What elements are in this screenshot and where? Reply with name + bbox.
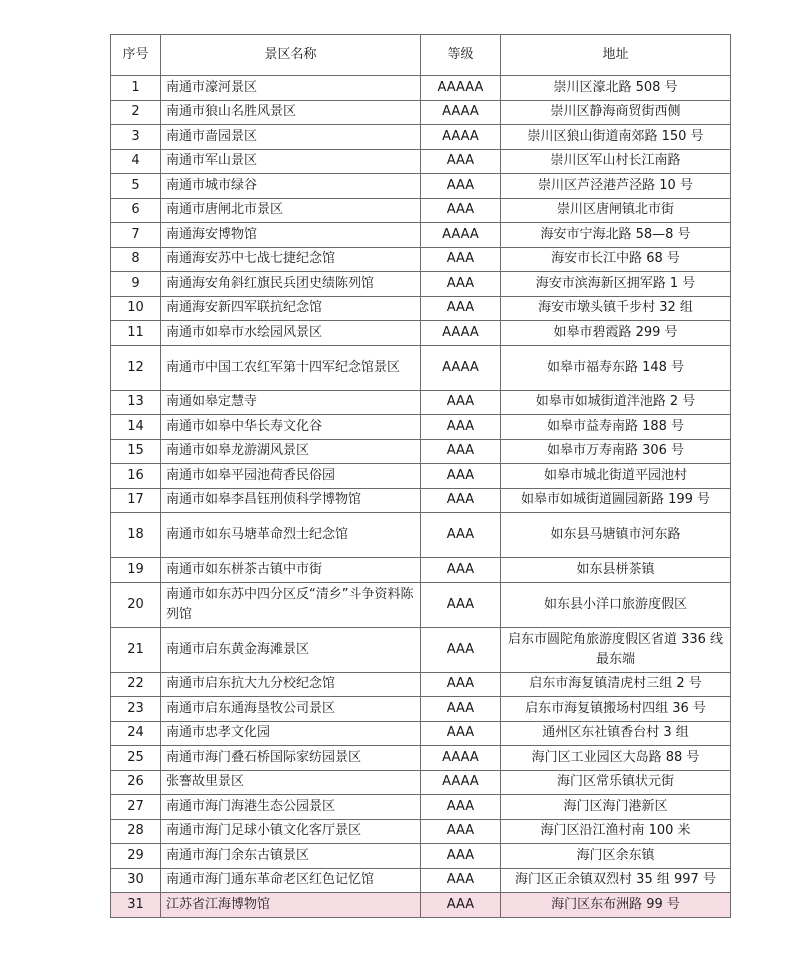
row-number-cell: 3 <box>111 125 161 150</box>
address-cell: 崇川区濠北路 508 号 <box>501 76 731 101</box>
address-cell: 海门区余东镇 <box>501 844 731 869</box>
grade-cell: AAA <box>421 819 501 844</box>
row-number-cell: 28 <box>111 819 161 844</box>
row-number-cell: 20 <box>111 582 161 627</box>
scenic-name-cell: 南通市启东通海垦牧公司景区 <box>161 697 421 722</box>
scenic-name-cell: 张謇故里景区 <box>161 770 421 795</box>
grade-cell: AAA <box>421 795 501 820</box>
scenic-name-cell: 南通海安博物馆 <box>161 223 421 248</box>
row-number-cell: 10 <box>111 296 161 321</box>
address-cell: 如东县栟茶镇 <box>501 558 731 583</box>
table-row <box>111 488 731 513</box>
table-row <box>111 296 731 321</box>
address-cell: 如皋市城北街道平园池村 <box>501 464 731 489</box>
header-number: 序号 <box>111 35 161 76</box>
row-number-cell: 25 <box>111 746 161 771</box>
grade-cell: AAA <box>421 844 501 869</box>
grade-cell: AAA <box>421 149 501 174</box>
scenic-name-cell: 南通市海门足球小镇文化客厅景区 <box>161 819 421 844</box>
table-row <box>111 125 731 150</box>
table-row <box>111 247 731 272</box>
address-cell: 如皋市益寿南路 188 号 <box>501 415 731 440</box>
scenic-name-cell: 南通市中国工农红军第十四军纪念馆景区 <box>161 345 421 390</box>
table-row <box>111 582 731 627</box>
scenic-name-cell: 南通市海门叠石桥国际家纺园景区 <box>161 746 421 771</box>
address-cell: 海门区常乐镇状元街 <box>501 770 731 795</box>
table-row <box>111 174 731 199</box>
grade-cell: AAA <box>421 558 501 583</box>
scenic-name-cell: 南通市城市绿谷 <box>161 174 421 199</box>
row-number-cell: 16 <box>111 464 161 489</box>
scenic-name-cell: 南通市狼山名胜风景区 <box>161 100 421 125</box>
table-row <box>111 627 731 672</box>
scenic-name-cell: 南通海安新四军联抗纪念馆 <box>161 296 421 321</box>
scenic-name-cell: 南通市濠河景区 <box>161 76 421 101</box>
table-row <box>111 868 731 893</box>
grade-cell: AAA <box>421 893 501 918</box>
scenic-name-cell: 南通市海门海港生态公园景区 <box>161 795 421 820</box>
row-number-cell: 29 <box>111 844 161 869</box>
row-number-cell: 12 <box>111 345 161 390</box>
grade-cell: AAA <box>421 272 501 297</box>
scenic-spots-table <box>110 34 731 918</box>
row-number-cell: 17 <box>111 488 161 513</box>
grade-cell: AAA <box>421 464 501 489</box>
grade-cell: AAA <box>421 488 501 513</box>
grade-cell: AAA <box>421 721 501 746</box>
table-row <box>111 100 731 125</box>
table-row <box>111 464 731 489</box>
scenic-name-cell: 南通市海门余东古镇景区 <box>161 844 421 869</box>
address-cell: 如皋市福寿东路 148 号 <box>501 345 731 390</box>
address-cell: 崇川区狼山街道南郊路 150 号 <box>501 125 731 150</box>
address-cell: 启东市海复镇清虎村三组 2 号 <box>501 672 731 697</box>
address-cell: 海安市宁海北路 58—8 号 <box>501 223 731 248</box>
address-cell: 海安市滨海新区拥军路 1 号 <box>501 272 731 297</box>
address-cell: 如东县小洋口旅游度假区 <box>501 582 731 627</box>
scenic-name-cell: 南通市如皋李昌钰刑侦科学博物馆 <box>161 488 421 513</box>
address-cell: 如皋市如城街道圌园新路 199 号 <box>501 488 731 513</box>
scenic-name-cell: 南通市如东苏中四分区反“清乡”斗争资料陈列馆 <box>161 582 421 627</box>
header-scenic-name: 景区名称 <box>161 35 421 76</box>
table-row <box>111 844 731 869</box>
address-cell: 启东市海复镇搬场村四组 36 号 <box>501 697 731 722</box>
address-cell: 崇川区军山村长江南路 <box>501 149 731 174</box>
grade-cell: AAAA <box>421 223 501 248</box>
address-cell: 崇川区静海商贸街西侧 <box>501 100 731 125</box>
row-number-cell: 6 <box>111 198 161 223</box>
address-cell: 如皋市如城街道泮池路 2 号 <box>501 390 731 415</box>
address-cell: 启东市圆陀角旅游度假区省道 336 线最东端 <box>501 627 731 672</box>
row-number-cell: 13 <box>111 390 161 415</box>
grade-cell: AAAA <box>421 345 501 390</box>
grade-cell: AAA <box>421 582 501 627</box>
row-number-cell: 2 <box>111 100 161 125</box>
scenic-name-cell: 南通市如皋平园池荷香民俗园 <box>161 464 421 489</box>
table-row <box>111 345 731 390</box>
row-number-cell: 9 <box>111 272 161 297</box>
table-row <box>111 390 731 415</box>
scenic-name-cell: 南通海安角斜红旗民兵团史绩陈列馆 <box>161 272 421 297</box>
grade-cell: AAA <box>421 868 501 893</box>
table-row <box>111 272 731 297</box>
row-number-cell: 7 <box>111 223 161 248</box>
grade-cell: AAA <box>421 390 501 415</box>
scenic-name-cell: 南通市唐闸北市景区 <box>161 198 421 223</box>
grade-cell: AAA <box>421 513 501 558</box>
row-number-cell: 8 <box>111 247 161 272</box>
row-number-cell: 22 <box>111 672 161 697</box>
address-cell: 通州区东社镇香台村 3 组 <box>501 721 731 746</box>
scenic-name-cell: 南通市启东抗大九分校纪念馆 <box>161 672 421 697</box>
grade-cell: AAA <box>421 627 501 672</box>
grade-cell: AAAA <box>421 770 501 795</box>
address-cell: 海安市长江中路 68 号 <box>501 247 731 272</box>
address-cell: 海门区正余镇双烈村 35 组 997 号 <box>501 868 731 893</box>
row-number-cell: 5 <box>111 174 161 199</box>
table-row <box>111 558 731 583</box>
table-row <box>111 795 731 820</box>
scenic-name-cell: 南通海安苏中七战七捷纪念馆 <box>161 247 421 272</box>
row-number-cell: 26 <box>111 770 161 795</box>
row-number-cell: 30 <box>111 868 161 893</box>
address-cell: 如皋市万寿南路 306 号 <box>501 439 731 464</box>
scenic-name-cell: 南通市海门通东革命老区红色记忆馆 <box>161 868 421 893</box>
row-number-cell: 1 <box>111 76 161 101</box>
table-row <box>111 223 731 248</box>
scenic-name-cell: 南通市如东马塘革命烈士纪念馆 <box>161 513 421 558</box>
grade-cell: AAA <box>421 415 501 440</box>
grade-cell: AAAA <box>421 746 501 771</box>
grade-cell: AAA <box>421 296 501 321</box>
row-number-cell: 4 <box>111 149 161 174</box>
address-cell: 海门区海门港新区 <box>501 795 731 820</box>
row-number-cell: 19 <box>111 558 161 583</box>
table-header-row <box>111 35 731 76</box>
address-cell: 如皋市碧霞路 299 号 <box>501 321 731 346</box>
table-row <box>111 198 731 223</box>
scenic-name-cell: 南通如皋定慧寺 <box>161 390 421 415</box>
table-row <box>111 770 731 795</box>
scenic-name-cell: 南通市启东黄金海滩景区 <box>161 627 421 672</box>
table-row <box>111 721 731 746</box>
grade-cell: AAA <box>421 697 501 722</box>
scenic-name-cell: 江苏省江海博物馆 <box>161 893 421 918</box>
scenic-name-cell: 南通市忠孝文化园 <box>161 721 421 746</box>
address-cell: 崇川区芦泾港芦泾路 10 号 <box>501 174 731 199</box>
table-row <box>111 746 731 771</box>
table-row <box>111 513 731 558</box>
grade-cell: AAAAA <box>421 76 501 101</box>
row-number-cell: 18 <box>111 513 161 558</box>
row-number-cell: 23 <box>111 697 161 722</box>
table-row <box>111 415 731 440</box>
address-cell: 海门区沿江渔村南 100 米 <box>501 819 731 844</box>
grade-cell: AAAA <box>421 125 501 150</box>
address-cell: 如东县马塘镇市河东路 <box>501 513 731 558</box>
table-row <box>111 321 731 346</box>
scenic-name-cell: 南通市如皋中华长寿文化谷 <box>161 415 421 440</box>
table-row <box>111 439 731 464</box>
table-row <box>111 76 731 101</box>
grade-cell: AAAA <box>421 100 501 125</box>
table-body <box>111 76 731 918</box>
table-row <box>111 697 731 722</box>
grade-cell: AAA <box>421 672 501 697</box>
row-number-cell: 27 <box>111 795 161 820</box>
grade-cell: AAA <box>421 198 501 223</box>
table-row <box>111 893 731 918</box>
table-row <box>111 819 731 844</box>
header-address: 地址 <box>501 35 731 76</box>
grade-cell: AAA <box>421 439 501 464</box>
scenic-name-cell: 南通市如皋市水绘园风景区 <box>161 321 421 346</box>
scenic-name-cell: 南通市如皋龙游湖风景区 <box>161 439 421 464</box>
row-number-cell: 14 <box>111 415 161 440</box>
address-cell: 海安市墩头镇千步村 32 组 <box>501 296 731 321</box>
grade-cell: AAA <box>421 174 501 199</box>
row-number-cell: 11 <box>111 321 161 346</box>
grade-cell: AAA <box>421 247 501 272</box>
header-grade: 等级 <box>421 35 501 76</box>
scenic-name-cell: 南通市如东栟茶古镇中市街 <box>161 558 421 583</box>
row-number-cell: 31 <box>111 893 161 918</box>
address-cell: 海门区工业园区大岛路 88 号 <box>501 746 731 771</box>
address-cell: 崇川区唐闸镇北市街 <box>501 198 731 223</box>
grade-cell: AAAA <box>421 321 501 346</box>
row-number-cell: 24 <box>111 721 161 746</box>
row-number-cell: 15 <box>111 439 161 464</box>
scenic-name-cell: 南通市军山景区 <box>161 149 421 174</box>
table-row <box>111 672 731 697</box>
row-number-cell: 21 <box>111 627 161 672</box>
table-row <box>111 149 731 174</box>
address-cell: 海门区东布洲路 99 号 <box>501 893 731 918</box>
scenic-name-cell: 南通市啬园景区 <box>161 125 421 150</box>
